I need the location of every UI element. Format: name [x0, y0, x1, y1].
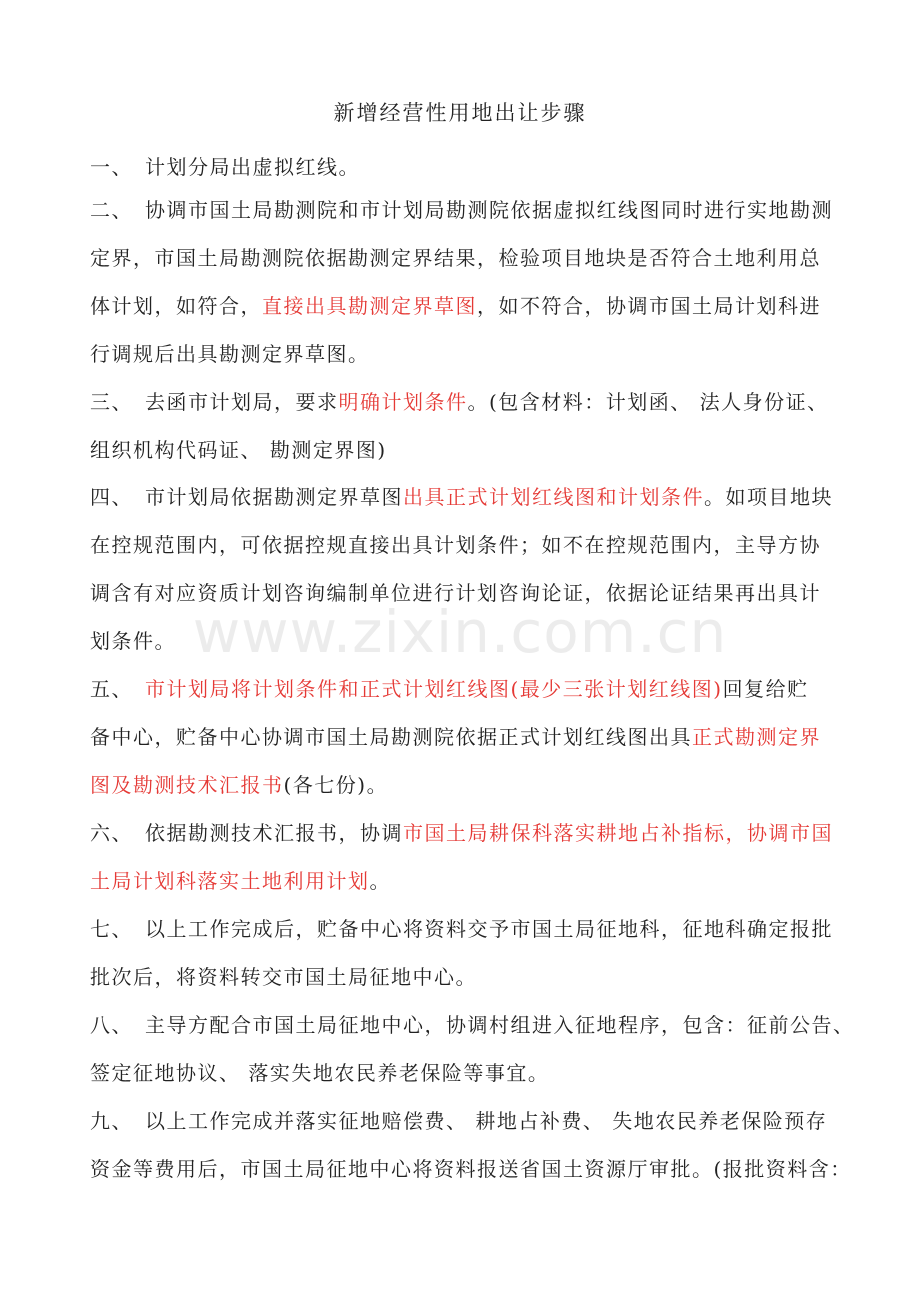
- step-line: [90, 330, 840, 378]
- step-text: 依据勘测技术汇报书，协调: [145, 821, 403, 845]
- step-line: [90, 1097, 840, 1145]
- step-text: (各七份)。: [283, 773, 389, 797]
- step-text: 定界，市国土局勘测院依据勘测定界结果，检验项目地块是否符合土地利用总: [90, 246, 821, 270]
- step-line: [90, 809, 840, 857]
- step-line: [90, 905, 840, 953]
- step-line: [90, 186, 840, 234]
- step-line: [90, 143, 840, 191]
- step-text: 调含有对应资质计划咨询编制单位进行计划咨询论证，依据论证结果再出具计: [90, 581, 821, 605]
- step-number: 四、: [90, 485, 133, 509]
- step-line: [90, 282, 840, 330]
- document-title: 新增经营性用地出让步骤: [333, 101, 587, 125]
- step-text: 主导方配合市国土局征地中心，协调村组进入征地程序，包含：征前公告、: [145, 1013, 855, 1037]
- step-item: [90, 1001, 855, 1097]
- step-line: [90, 761, 840, 809]
- step-line: [90, 665, 840, 713]
- highlighted-text: 出具正式计划红线图和计划条件: [403, 485, 704, 509]
- highlighted-text: 市计划局将计划条件和正式计划红线图(最少三张计划红线图): [145, 677, 723, 701]
- step-line: [90, 234, 840, 282]
- step-number: 七、: [90, 917, 133, 941]
- highlighted-text: 市国土局耕保科落实耕地占补指标，协调市国: [403, 821, 833, 845]
- highlighted-text: 直接出具勘测定界草图: [262, 294, 477, 318]
- step-text: 去函市计划局，要求: [145, 390, 339, 414]
- step-text: 行调规后出具勘测定界草图。: [90, 342, 370, 366]
- step-line: [90, 857, 840, 905]
- highlighted-text: 土局计划科落实土地利用计划: [90, 869, 370, 893]
- step-number: 八、: [90, 1013, 133, 1037]
- step-text: 回复给贮: [722, 677, 809, 701]
- step-text: 在控规范围内，可依据控规直接出具计划条件；如不在控规范围内，主导方协: [90, 533, 821, 557]
- step-item: [90, 905, 840, 1001]
- step-line: [90, 521, 840, 569]
- step-number: 一、: [90, 155, 133, 179]
- step-text: 市计划局依据勘测定界草图: [145, 485, 403, 509]
- step-item: [90, 1097, 852, 1193]
- step-line: [90, 473, 840, 521]
- step-text: 以上工作完成后，贮备中心将资料交予市国土局征地科，征地科确定报批: [145, 917, 833, 941]
- step-line: [90, 378, 840, 426]
- step-text: 划条件。: [90, 629, 176, 653]
- step-number: 六、: [90, 821, 133, 845]
- step-number: 九、: [90, 1109, 133, 1133]
- step-text: 体计划，如符合，: [90, 294, 262, 318]
- step-text: 组织机构代码证、 勘测定界图): [90, 438, 387, 462]
- step-number: 五、: [90, 677, 133, 701]
- step-item: [90, 378, 840, 474]
- step-line: [90, 1145, 852, 1193]
- highlighted-text: 明确计划条件: [338, 390, 468, 414]
- step-line: [90, 1001, 855, 1049]
- watermark: www.zixin.com.cn: [192, 598, 728, 666]
- step-line: [90, 426, 840, 474]
- step-line: [90, 953, 840, 1001]
- step-text: 签定征地协议、 落实失地农民养老保险等事宜。: [90, 1061, 550, 1085]
- step-text: 。: [369, 869, 391, 893]
- step-text: ，如不符合，协调市国土局计划科进: [477, 294, 821, 318]
- highlighted-text: 图及勘测技术汇报书: [90, 773, 284, 797]
- step-number: 二、: [90, 198, 133, 222]
- step-item: [90, 143, 840, 191]
- step-number: 三、: [90, 390, 133, 414]
- step-text: 计划分局出虚拟红线。: [145, 155, 360, 179]
- step-item: [90, 665, 840, 809]
- step-item: [90, 186, 840, 378]
- step-text: 以上工作完成并落实征地赔偿费、 耕地占补费、 失地农民养老保险预存: [145, 1109, 828, 1133]
- step-text: 协调市国土局勘测院和市计划局勘测院依据虚拟红线图同时进行实地勘测: [145, 198, 833, 222]
- highlighted-text: 正式勘测定界: [692, 725, 821, 749]
- step-line: [90, 713, 840, 761]
- step-text: 资金等费用后，市国土局征地中心将资料报送省国土资源厅审批。(报批资料含：: [90, 1157, 852, 1181]
- step-text: 批次后，将资料转交市国土局征地中心。: [90, 965, 477, 989]
- step-item: [90, 809, 840, 905]
- step-text: 。(包含材料：计划函、 法人身份证、: [467, 390, 829, 414]
- step-line: [90, 1049, 840, 1097]
- step-text: 备中心，贮备中心协调市国土局勘测院依据正式计划红线图出具: [90, 725, 692, 749]
- step-text: 。如项目地块: [704, 485, 833, 509]
